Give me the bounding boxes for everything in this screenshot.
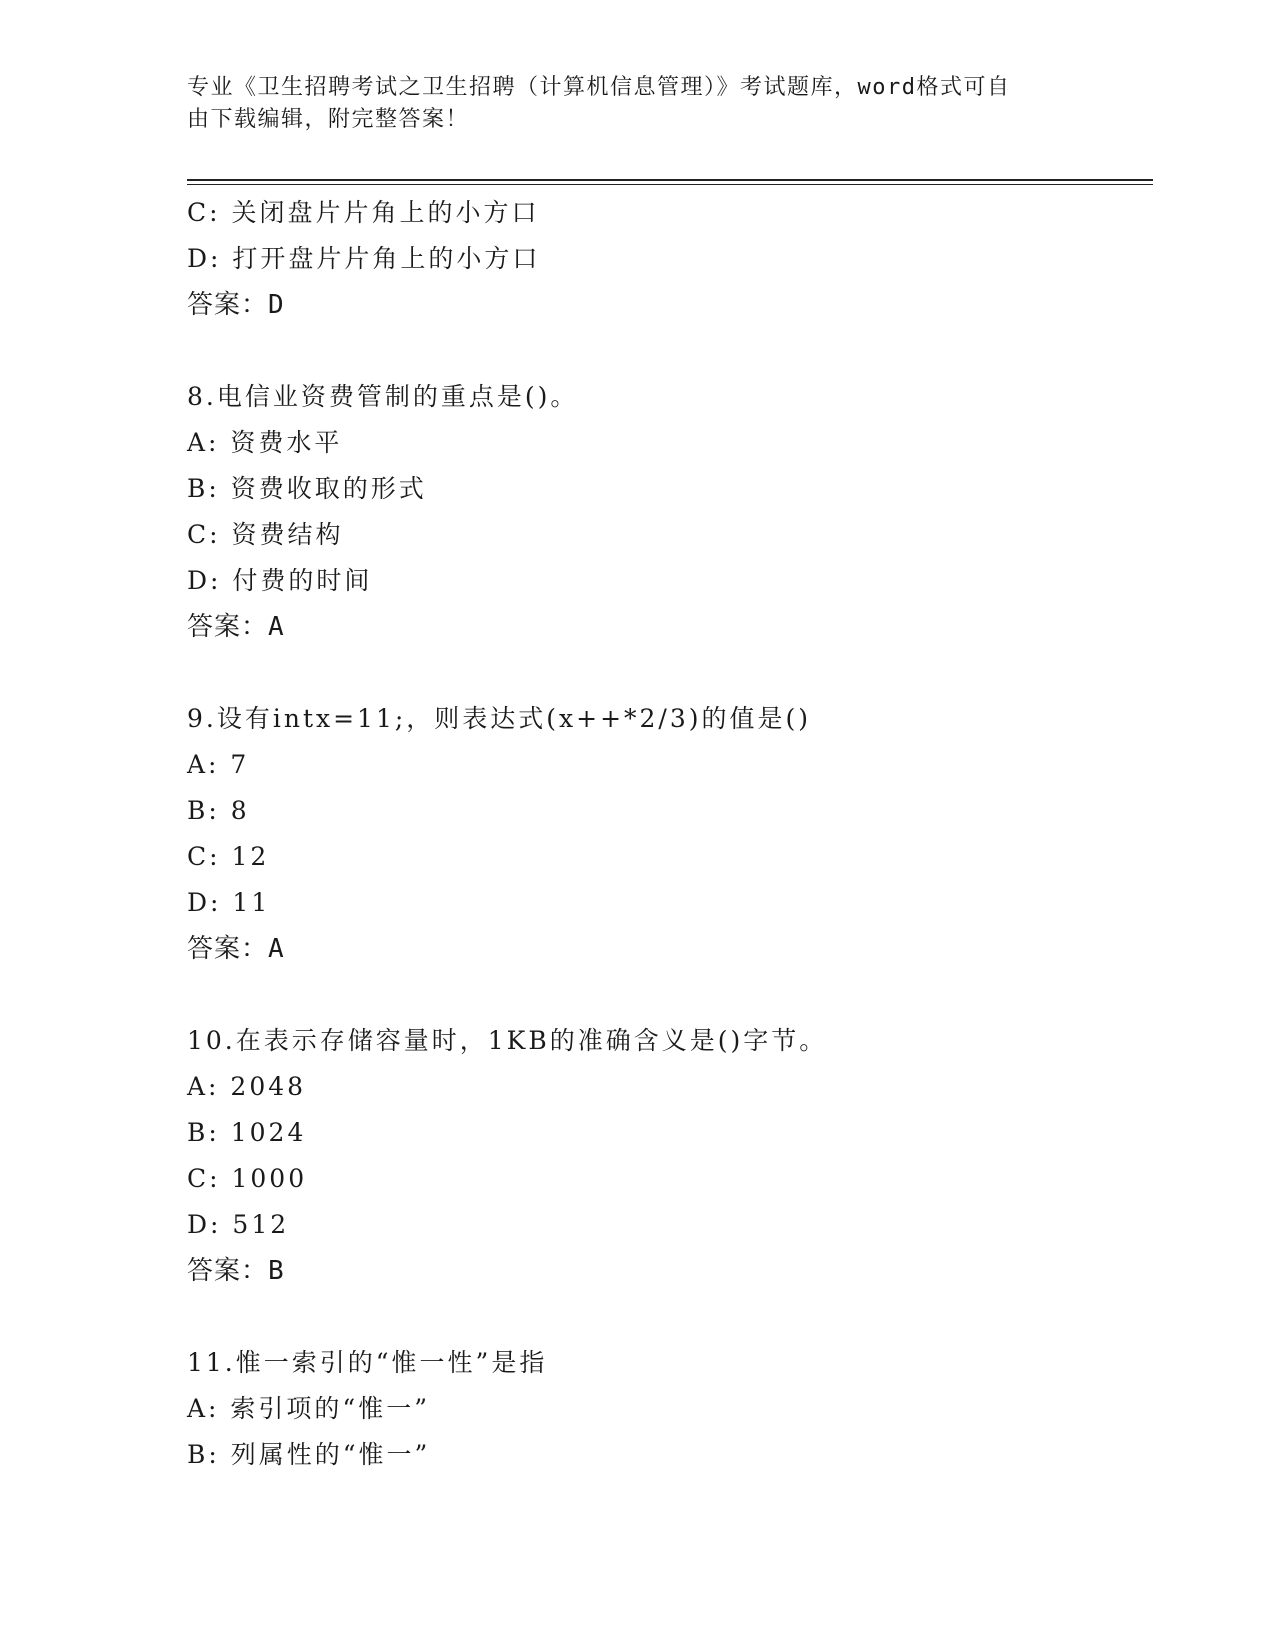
answer: 答案：A	[187, 934, 285, 964]
option-b: B: 列属性的“惟一”	[187, 1440, 431, 1469]
question-9	[187, 696, 1153, 972]
option-a: A: 7	[187, 750, 250, 779]
spacer	[187, 972, 1153, 1018]
question-text: 11.惟一索引的“惟一性”是指	[187, 1348, 548, 1377]
spacer	[187, 328, 1153, 374]
question-text: 9.设有intx=11;，则表达式(x++*2/3)的值是()	[187, 704, 812, 733]
question-text: 8.电信业资费管制的重点是()。	[187, 382, 579, 411]
question-text: 10.在表示存储容量时，1KB的准确含义是()字节。	[187, 1026, 828, 1055]
option-c: C: 资费结构	[187, 520, 344, 549]
option-c: C: 12	[187, 842, 270, 871]
question-8	[187, 374, 1153, 650]
question-7	[187, 190, 1153, 328]
option-a: A: 2048	[187, 1072, 307, 1101]
option-a: A: 索引项的“惟一”	[187, 1394, 430, 1423]
option-a: A: 资费水平	[187, 428, 343, 457]
option-b: B: 资费收取的形式	[187, 474, 427, 503]
answer: 答案：B	[187, 1256, 285, 1286]
answer: 答案：D	[187, 290, 285, 320]
header-line-1: 专业《卫生招聘考试之卫生招聘（计算机信息管理）》考试题库，word格式可自	[187, 75, 1011, 100]
option-d: D: 11	[187, 888, 271, 917]
spacer	[187, 1294, 1153, 1340]
document-header	[187, 72, 1067, 136]
header-line-2: 由下载编辑，附完整答案！	[187, 107, 470, 132]
option-d: D: 512	[187, 1210, 290, 1239]
option-c: C: 关闭盘片片角上的小方口	[187, 198, 540, 227]
option-b: B: 8	[187, 796, 250, 825]
question-list	[187, 190, 1153, 1478]
spacer	[187, 650, 1153, 696]
header-divider-thick	[187, 179, 1153, 181]
question-11	[187, 1340, 1153, 1478]
question-10	[187, 1018, 1153, 1294]
option-b: B: 1024	[187, 1118, 307, 1147]
option-d: D: 打开盘片片角上的小方口	[187, 244, 541, 273]
option-d: D: 付费的时间	[187, 566, 373, 595]
header-divider-thin	[187, 184, 1153, 185]
option-c: C: 1000	[187, 1164, 308, 1193]
answer: 答案：A	[187, 612, 285, 642]
